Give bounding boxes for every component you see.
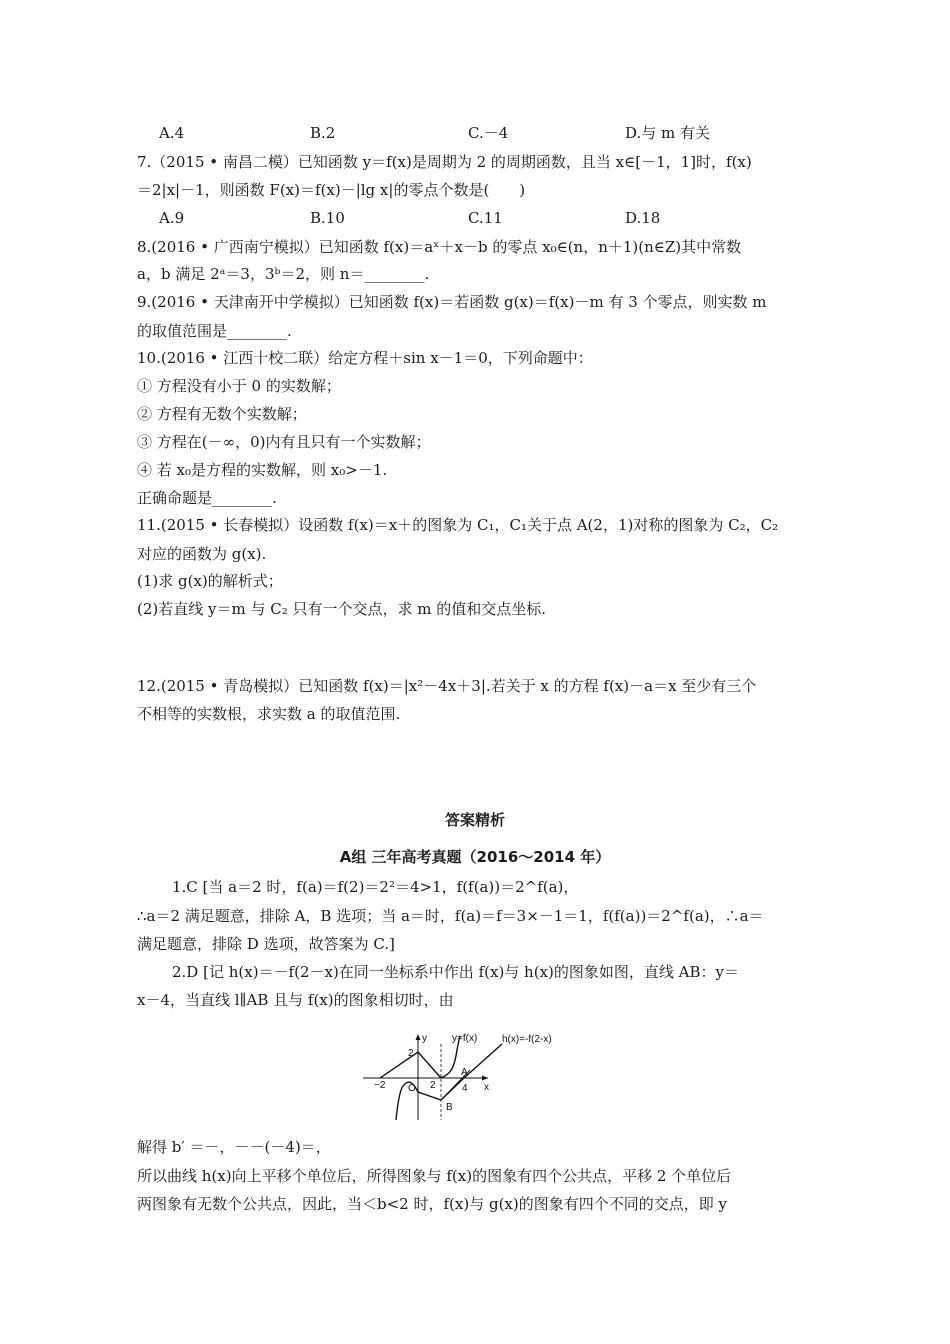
answer-2-line5: 两图象有无数个公共点，因此，当＜b<2 时，f(x)与 g(x)的图象有四个不同的交点，即 y (137, 1195, 727, 1213)
q7-line1: 7.（2015 • 南昌二模）已知函数 y＝f(x)是周期为 2 的周期函数，且当 x∈[－1，1]时，f(x) (137, 153, 752, 171)
q10-line1: 10.(2016 • 江西十校二联）给定方程＋sin x－1＝0，下列命题中： (137, 349, 593, 367)
x-tick-neg2: −2 (374, 1080, 386, 1091)
q8-line1: 8.(2016 • 广西南宁模拟）已知函数 f(x)＝aˣ＋x－b 的零点 x₀∈(n，n＋1)(n∈Z)其中常数 (137, 238, 742, 256)
q6-option-a: A.4 (159, 124, 185, 142)
answer-1-line2: ∴a＝2 满足题意，排除 A，B 选项；当 a＝时，f(a)＝f＝3×－1＝1，f(f(a))＝2^f(a)，∴a＝ (137, 907, 764, 925)
answers-group-title: A组 三年高考真题（2016～2014 年） (339, 848, 611, 866)
x-axis-arrow (482, 1076, 488, 1081)
answer-2-line3: 解得 b′ ＝－，－－(－4)＝， (137, 1138, 331, 1156)
y-axis-arrow (416, 1034, 421, 1040)
point-b-label: B (446, 1102, 453, 1113)
x-axis-label: x (484, 1082, 489, 1093)
point-a-label: A (461, 1067, 468, 1078)
q7-option-c: C.11 (468, 209, 503, 227)
q11-line1: 11.(2015 • 长春模拟）设函数 f(x)＝x＋的图象为 C₁，C₁关于点 A(2，1)对称的图象为 C₂，C₂ (137, 516, 779, 534)
q11-line2: 对应的函数为 g(x). (137, 545, 267, 563)
q10-item-3: ③ 方程在(－∞，0)内有且只有一个实数解； (137, 433, 431, 451)
q6-option-b: B.2 (310, 124, 336, 142)
q6-option-c: C.－4 (468, 124, 509, 142)
q7-option-a: A.9 (159, 209, 185, 227)
q10-ending: 正确命题是________. (137, 489, 277, 507)
x-tick-2: 2 (430, 1080, 436, 1091)
answer-1-line1: 1.C [当 a＝2 时，f(a)＝f(2)＝2²＝4>1，f(f(a))＝2^f(a)， (172, 878, 579, 896)
q9-line1: 9.(2016 • 天津南开中学模拟）已知函数 f(x)＝若函数 g(x)＝f(x)－m 有 3 个零点，则实数 m (137, 293, 767, 311)
answer-2-line2: x－4，当直线 l∥AB 且与 f(x)的图象相切时，由 (137, 991, 454, 1009)
q12-line1: 12.(2015 • 青岛模拟）已知函数 f(x)＝|x²－4x＋3|.若关于 x 的方程 f(x)－a＝x 至少有三个 (137, 677, 757, 695)
q7-option-b: B.10 (310, 209, 345, 227)
y-tick-2: 2 (408, 1048, 414, 1059)
q12-line2: 不相等的实数根，求实数 a 的取值范围. (137, 705, 401, 723)
q10-item-1: ① 方程没有小于 0 的实数解； (137, 377, 341, 395)
answers-title: 答案精析 (444, 811, 505, 829)
f-curve-label: y=f(x) (452, 1033, 478, 1044)
q7-option-d: D.18 (625, 209, 661, 227)
q10-item-4: ④ 若 x₀是方程的实数解，则 x₀>－1. (137, 461, 388, 479)
function-graph-figure (360, 1030, 590, 1120)
q7-line2: ＝2|x|－1，则函数 F(x)＝f(x)－|lg x|的零点个数是( ) (137, 181, 526, 199)
q9-line2: 的取值范围是________. (137, 322, 292, 340)
x-tick-4: 4 (462, 1083, 468, 1094)
y-axis-label: y (422, 1033, 427, 1044)
answer-1-line3: 满足题意，排除 D 选项，故答案为 C.] (137, 935, 395, 953)
h-curve-label: h(x)=-f(2-x) (502, 1034, 552, 1045)
answer-2-line1: 2.D [记 h(x)＝－f(2－x)在同一坐标系中作出 f(x)与 h(x)的图象如图，直线 AB：y＝ (172, 963, 739, 981)
q10-item-2: ② 方程有无数个实数解； (137, 405, 307, 423)
answer-2-line4: 所以曲线 h(x)向上平移个单位后，所得图象与 f(x)的图象有四个公共点，平移 2 个单位后 (137, 1167, 732, 1185)
origin-label: O (408, 1083, 416, 1094)
q11-part2: (2)若直线 y＝m 与 C₂ 只有一个交点，求 m 的值和交点坐标. (137, 600, 547, 618)
q11-part1: (1)求 g(x)的解析式； (137, 572, 283, 590)
q8-line2: a，b 满足 2ᵃ＝3，3ᵇ＝2，则 n＝________. (137, 265, 430, 283)
q6-option-d: D.与 m 有关 (625, 124, 711, 142)
